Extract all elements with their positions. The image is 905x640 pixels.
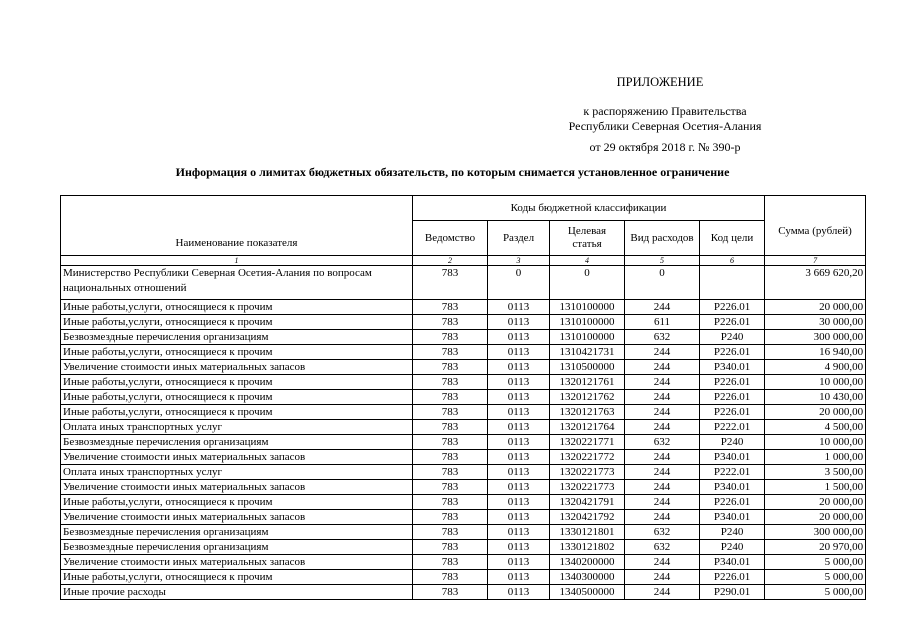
column-header-kod: Код цели xyxy=(700,221,765,256)
table-row xyxy=(61,360,866,375)
row-statya: 1320221773 xyxy=(550,480,625,495)
row-summa: 5 000,00 xyxy=(765,555,866,570)
row-name: Увеличение стоимости иных материальных запасов xyxy=(61,450,413,465)
row-razdel: 0113 xyxy=(488,345,550,360)
row-statya: 1310100000 xyxy=(550,330,625,345)
row-name: Иные работы,услуги, относящиеся к прочим xyxy=(61,390,413,405)
row-kod: Р222.01 xyxy=(700,420,765,435)
row-vedomstvo: 783 xyxy=(413,330,488,345)
table-row xyxy=(61,330,866,345)
row-vedomstvo: 783 xyxy=(413,360,488,375)
column-number: 5 xyxy=(625,256,700,266)
row-vedomstvo: 783 xyxy=(413,525,488,540)
row-vid: 244 xyxy=(625,360,700,375)
row-statya: 1320221771 xyxy=(550,435,625,450)
row-vid: 244 xyxy=(625,345,700,360)
row-vid: 244 xyxy=(625,510,700,525)
row-vid: 632 xyxy=(625,525,700,540)
row-name: Иные работы,услуги, относящиеся к прочим xyxy=(61,495,413,510)
table-row xyxy=(61,300,866,315)
row-name: Безвозмездные перечисления организациям xyxy=(61,435,413,450)
row-razdel: 0113 xyxy=(488,525,550,540)
row-razdel: 0113 xyxy=(488,420,550,435)
row-statya: 1310100000 xyxy=(550,300,625,315)
row-kod: Р226.01 xyxy=(700,570,765,585)
appendix-label: ПРИЛОЖЕНИЕ xyxy=(616,75,704,89)
column-header-vid: Вид расходов xyxy=(625,221,700,256)
row-razdel: 0113 xyxy=(488,510,550,525)
row-name: Оплата иных транспортных услуг xyxy=(61,465,413,480)
row-name: Иные работы,услуги, относящиеся к прочим xyxy=(61,345,413,360)
table-row xyxy=(61,405,866,420)
row-vid: 244 xyxy=(625,390,700,405)
row-vedomstvo: 783 xyxy=(413,375,488,390)
column-header-razdel: Раздел xyxy=(488,221,550,256)
table-row xyxy=(61,585,866,600)
row-summa: 10 000,00 xyxy=(765,375,866,390)
row-summa: 20 000,00 xyxy=(765,300,866,315)
row-statya: 1340200000 xyxy=(550,555,625,570)
row-vedomstvo: 783 xyxy=(413,300,488,315)
row-vedomstvo: 783 xyxy=(413,315,488,330)
row-kod: Р340.01 xyxy=(700,450,765,465)
row-name: Безвозмездные перечисления организациям xyxy=(61,540,413,555)
row-name: Иные работы,услуги, относящиеся к прочим xyxy=(61,375,413,390)
order-date: от 29 октября 2018 г. № 390-р xyxy=(589,140,741,154)
row-summa: 10 430,00 xyxy=(765,390,866,405)
row-kod: Р222.01 xyxy=(700,465,765,480)
row-statya: 1310100000 xyxy=(550,315,625,330)
row-statya: 1330121801 xyxy=(550,525,625,540)
row-summa: 20 970,00 xyxy=(765,540,866,555)
row-name: Министерство Республики Северная Осетия-Алания по вопросам национальных отношений xyxy=(61,266,413,300)
row-razdel: 0113 xyxy=(488,465,550,480)
row-summa: 4 900,00 xyxy=(765,360,866,375)
row-name: Иные работы,услуги, относящиеся к прочим xyxy=(61,300,413,315)
table-row xyxy=(61,345,866,360)
row-razdel: 0113 xyxy=(488,375,550,390)
row-name: Иные прочие расходы xyxy=(61,585,413,600)
row-vedomstvo: 783 xyxy=(413,570,488,585)
table-row xyxy=(61,525,866,540)
row-kod: Р226.01 xyxy=(700,405,765,420)
order-reference-line1: к распоряжению Правительства xyxy=(583,104,747,118)
row-summa: 4 500,00 xyxy=(765,420,866,435)
row-kod: Р226.01 xyxy=(700,300,765,315)
row-summa: 1 500,00 xyxy=(765,480,866,495)
row-kod: Р226.01 xyxy=(700,495,765,510)
column-number: 4 xyxy=(550,256,625,266)
row-vedomstvo: 783 xyxy=(413,495,488,510)
row-kod xyxy=(700,266,765,300)
table-row xyxy=(61,390,866,405)
row-kod: Р340.01 xyxy=(700,555,765,570)
column-number: 6 xyxy=(700,256,765,266)
row-vedomstvo: 783 xyxy=(413,510,488,525)
column-header-statya: Целевая статья xyxy=(550,221,625,256)
row-summa: 3 669 620,20 xyxy=(765,266,866,300)
row-vedomstvo: 783 xyxy=(413,555,488,570)
row-razdel: 0113 xyxy=(488,585,550,600)
row-statya: 0 xyxy=(550,266,625,300)
order-reference xyxy=(540,104,790,134)
table-row xyxy=(61,465,866,480)
row-vid: 244 xyxy=(625,420,700,435)
table-row xyxy=(61,555,866,570)
order-reference-line2: Республики Северная Осетия-Алания xyxy=(568,119,762,133)
row-name: Увеличение стоимости иных материальных запасов xyxy=(61,555,413,570)
row-razdel: 0113 xyxy=(488,540,550,555)
row-razdel: 0 xyxy=(488,266,550,300)
row-razdel: 0113 xyxy=(488,570,550,585)
row-kod: Р340.01 xyxy=(700,510,765,525)
row-kod: Р290.01 xyxy=(700,585,765,600)
row-vedomstvo: 783 xyxy=(413,465,488,480)
row-razdel: 0113 xyxy=(488,360,550,375)
row-name: Увеличение стоимости иных материальных запасов xyxy=(61,480,413,495)
row-name: Иные работы,услуги, относящиеся к прочим xyxy=(61,315,413,330)
table-row xyxy=(61,450,866,465)
row-summa: 20 000,00 xyxy=(765,405,866,420)
row-summa: 16 940,00 xyxy=(765,345,866,360)
table-row xyxy=(61,540,866,555)
row-kod: Р240 xyxy=(700,330,765,345)
table-row xyxy=(61,570,866,585)
column-number: 3 xyxy=(488,256,550,266)
row-name: Увеличение стоимости иных материальных запасов xyxy=(61,360,413,375)
table-row xyxy=(61,375,866,390)
row-vedomstvo: 783 xyxy=(413,435,488,450)
row-vedomstvo: 783 xyxy=(413,585,488,600)
row-kod: Р226.01 xyxy=(700,375,765,390)
row-vedomstvo: 783 xyxy=(413,540,488,555)
row-razdel: 0113 xyxy=(488,480,550,495)
column-number-row xyxy=(61,256,866,266)
row-statya: 1320121763 xyxy=(550,405,625,420)
column-number: 2 xyxy=(413,256,488,266)
row-vedomstvo: 783 xyxy=(413,480,488,495)
row-summa: 3 500,00 xyxy=(765,465,866,480)
row-statya: 1310500000 xyxy=(550,360,625,375)
row-vedomstvo: 783 xyxy=(413,450,488,465)
column-header-name: Наименование показателя xyxy=(61,196,413,256)
row-razdel: 0113 xyxy=(488,450,550,465)
row-razdel: 0113 xyxy=(488,495,550,510)
row-vid: 244 xyxy=(625,585,700,600)
row-vid: 0 xyxy=(625,266,700,300)
row-summa: 5 000,00 xyxy=(765,585,866,600)
row-name: Оплата иных транспортных услуг xyxy=(61,420,413,435)
row-vedomstvo: 783 xyxy=(413,266,488,300)
row-statya: 1320421792 xyxy=(550,510,625,525)
row-statya: 1320121764 xyxy=(550,420,625,435)
row-statya: 1320121762 xyxy=(550,390,625,405)
row-vid: 244 xyxy=(625,450,700,465)
column-header-vedomstvo: Ведомство xyxy=(413,221,488,256)
document-title: Информация о лимитах бюджетных обязательств, по которым снимается установленное ограничение xyxy=(175,165,730,179)
row-vid: 244 xyxy=(625,495,700,510)
row-summa: 20 000,00 xyxy=(765,495,866,510)
column-group-codes: Коды бюджетной классификации xyxy=(413,196,765,221)
row-razdel: 0113 xyxy=(488,390,550,405)
column-number: 1 xyxy=(61,256,413,266)
row-razdel: 0113 xyxy=(488,555,550,570)
row-vedomstvo: 783 xyxy=(413,420,488,435)
row-vid: 611 xyxy=(625,315,700,330)
row-statya: 1320221772 xyxy=(550,450,625,465)
budget-limits-table xyxy=(60,195,866,600)
row-razdel: 0113 xyxy=(488,315,550,330)
row-statya: 1320221773 xyxy=(550,465,625,480)
row-vedomstvo: 783 xyxy=(413,405,488,420)
row-kod: Р240 xyxy=(700,540,765,555)
row-razdel: 0113 xyxy=(488,300,550,315)
row-summa: 30 000,00 xyxy=(765,315,866,330)
row-statya: 1330121802 xyxy=(550,540,625,555)
row-kod: Р240 xyxy=(700,435,765,450)
row-vid: 244 xyxy=(625,555,700,570)
row-name: Увеличение стоимости иных материальных запасов xyxy=(61,510,413,525)
row-summa: 10 000,00 xyxy=(765,435,866,450)
row-razdel: 0113 xyxy=(488,405,550,420)
table-row xyxy=(61,480,866,495)
row-kod: Р240 xyxy=(700,525,765,540)
row-summa: 1 000,00 xyxy=(765,450,866,465)
row-vedomstvo: 783 xyxy=(413,390,488,405)
row-vid: 244 xyxy=(625,405,700,420)
row-vid: 632 xyxy=(625,330,700,345)
row-kod: Р226.01 xyxy=(700,315,765,330)
table-row xyxy=(61,495,866,510)
row-kod: Р226.01 xyxy=(700,390,765,405)
row-razdel: 0113 xyxy=(488,330,550,345)
row-summa: 300 000,00 xyxy=(765,525,866,540)
row-vid: 244 xyxy=(625,375,700,390)
column-number: 7 xyxy=(765,256,866,266)
row-kod: Р340.01 xyxy=(700,480,765,495)
row-kod: Р340.01 xyxy=(700,360,765,375)
row-razdel: 0113 xyxy=(488,435,550,450)
row-statya: 1320421791 xyxy=(550,495,625,510)
row-vedomstvo: 783 xyxy=(413,345,488,360)
row-name: Иные работы,услуги, относящиеся к прочим xyxy=(61,405,413,420)
row-statya: 1310421731 xyxy=(550,345,625,360)
row-name: Иные работы,услуги, относящиеся к прочим xyxy=(61,570,413,585)
row-statya: 1340300000 xyxy=(550,570,625,585)
row-summa: 300 000,00 xyxy=(765,330,866,345)
row-kod: Р226.01 xyxy=(700,345,765,360)
ministry-row xyxy=(61,266,866,300)
row-vid: 244 xyxy=(625,480,700,495)
row-name: Безвозмездные перечисления организациям xyxy=(61,330,413,345)
row-vid: 632 xyxy=(625,435,700,450)
row-name: Безвозмездные перечисления организациям xyxy=(61,525,413,540)
table-row xyxy=(61,420,866,435)
row-vid: 244 xyxy=(625,300,700,315)
column-header-summa: Сумма (рублей) xyxy=(765,196,866,256)
table-row xyxy=(61,315,866,330)
row-vid: 244 xyxy=(625,570,700,585)
row-statya: 1340500000 xyxy=(550,585,625,600)
table-row xyxy=(61,510,866,525)
row-summa: 20 000,00 xyxy=(765,510,866,525)
row-statya: 1320121761 xyxy=(550,375,625,390)
row-summa: 5 000,00 xyxy=(765,570,866,585)
table-row xyxy=(61,435,866,450)
row-vid: 244 xyxy=(625,465,700,480)
row-vid: 632 xyxy=(625,540,700,555)
